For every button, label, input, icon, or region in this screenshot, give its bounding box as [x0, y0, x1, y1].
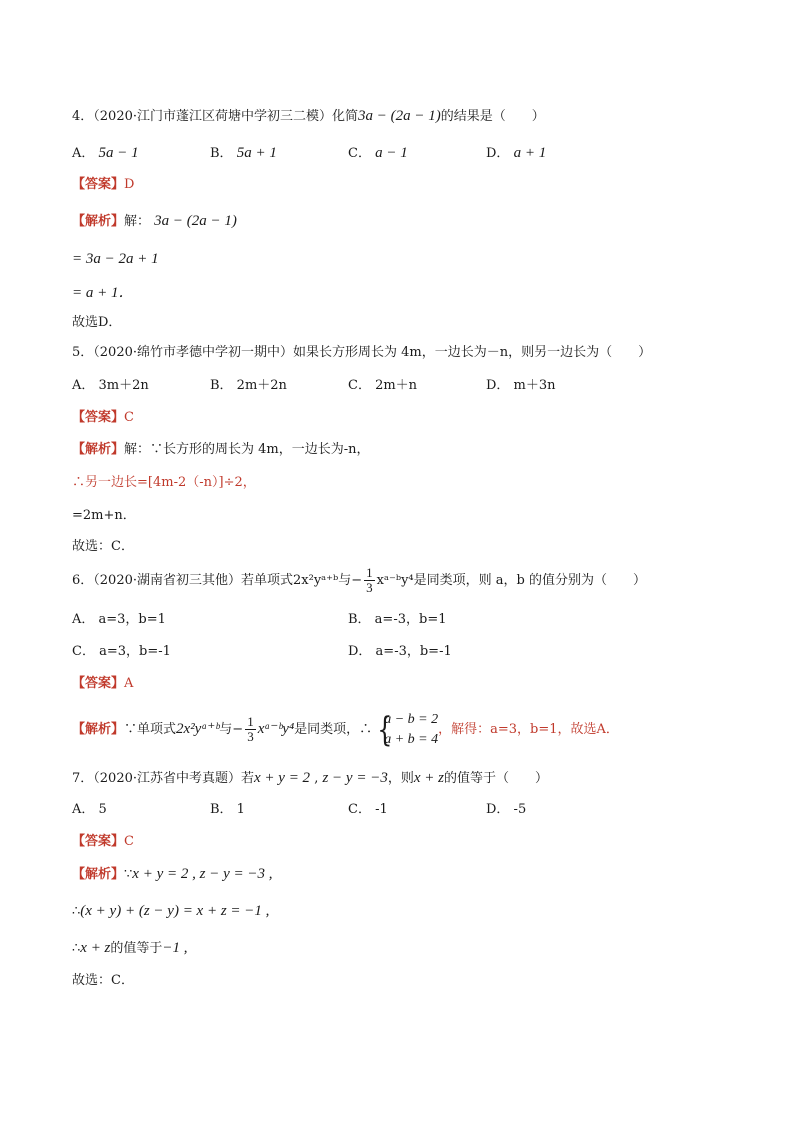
q4-option-b: B． 5a + 1	[210, 145, 277, 161]
q6-analysis: 【解析】∵单项式2x²yᵃ⁺ᵇ与− $\frac{1}{3}$ xᵃ⁻ᵇy⁴是同类项，∴ { a − b = 2 a + b = 4 ，解得：a=3，b=1，故选A．	[72, 709, 619, 750]
q6-option-b: B． a=-3，b=1	[348, 612, 447, 627]
q5-option-c: C． 2m＋n	[348, 378, 418, 393]
q7-stem: 7．（2020·江苏省中考真题）若x + y = 2 , z − y = −3，则x + z的值等于（ ）	[72, 770, 548, 786]
q5-option-b: B． 2m＋2n	[210, 378, 287, 393]
q4-blank: 的结果是（ ）	[440, 109, 545, 124]
q7-conclusion: 故选：C．	[72, 973, 134, 988]
q4-answer: 【答案】D	[72, 177, 135, 192]
q4-option-d: D． a + 1	[486, 145, 547, 161]
q4-source: 4．（2020·江门市蓬江区荷塘中学初三二模）化简	[72, 109, 358, 124]
q4-stem	[72, 106, 545, 127]
q7-option-b: B． 1	[210, 802, 245, 817]
q4-analysis: 【解析】解： 3a − (2a − 1)	[72, 213, 237, 229]
q4-conclusion: 故选D．	[72, 315, 122, 330]
q6-stem: 6．（2020·湖南省初三其他）若单项式2x²yᵃ⁺ᵇ与− $\frac{1}{3}$ xᵃ⁻ᵇy⁴是同类项，则 a，b 的值分别为（ ）	[72, 565, 646, 595]
q4-option-a: A． 5a − 1	[72, 145, 139, 161]
q7-option-d: D． -5	[486, 802, 527, 817]
q5-analysis-2: ∴另一边长=[4m-2（-n）]÷2，	[72, 475, 256, 490]
q7-analysis: 【解析】∵x + y = 2 , z − y = −3 ,	[72, 866, 273, 882]
q7-option-c: C． -1	[348, 802, 388, 817]
q5-stem: 5．（2020·绵竹市孝德中学初一期中）如果长方形周长为 4m，一边长为－n，则另一边长为（ ）	[72, 345, 652, 360]
q4-expression: 3a − (2a − 1)	[358, 108, 441, 124]
q5-analysis-3: =2m+n．	[72, 508, 136, 523]
q5-answer: 【答案】C	[72, 410, 134, 425]
q7-analysis-3: ∴x + z的值等于−1 ,	[72, 940, 188, 956]
q6-fraction: $\frac{1}{3}$	[366, 565, 373, 595]
q4-step-2: = 3a − 2a + 1	[72, 251, 159, 267]
q6-monomial-1: 2x²yᵃ⁺ᵇ	[293, 573, 339, 588]
q6-monomial-2: xᵃ⁻ᵇy⁴	[376, 573, 414, 588]
q6-option-c: C． a=3，b=-1	[72, 644, 171, 659]
q5-option-d: D． m＋3n	[486, 378, 556, 393]
q6-option-d: D． a=-3，b=-1	[348, 644, 452, 659]
q4-option-c: C． a − 1	[348, 145, 408, 161]
q5-conclusion: 故选：C．	[72, 539, 134, 554]
q6-answer: 【答案】A	[72, 676, 134, 691]
q7-analysis-2: ∴(x + y) + (z − y) = x + z = −1 ,	[72, 903, 270, 919]
q7-answer: 【答案】C	[72, 834, 134, 849]
q6-option-a: A． a=3，b=1	[72, 612, 166, 627]
q7-option-a: A． 5	[72, 802, 107, 817]
q5-analysis: 【解析】解：∵长方形的周长为 4m，一边长为-n，	[72, 442, 370, 457]
q4-step-3: = a + 1．	[72, 285, 134, 301]
q5-option-a: A． 3m＋2n	[72, 378, 149, 393]
q6-equation-system: { a − b = 2 a + b = 4	[377, 709, 439, 750]
